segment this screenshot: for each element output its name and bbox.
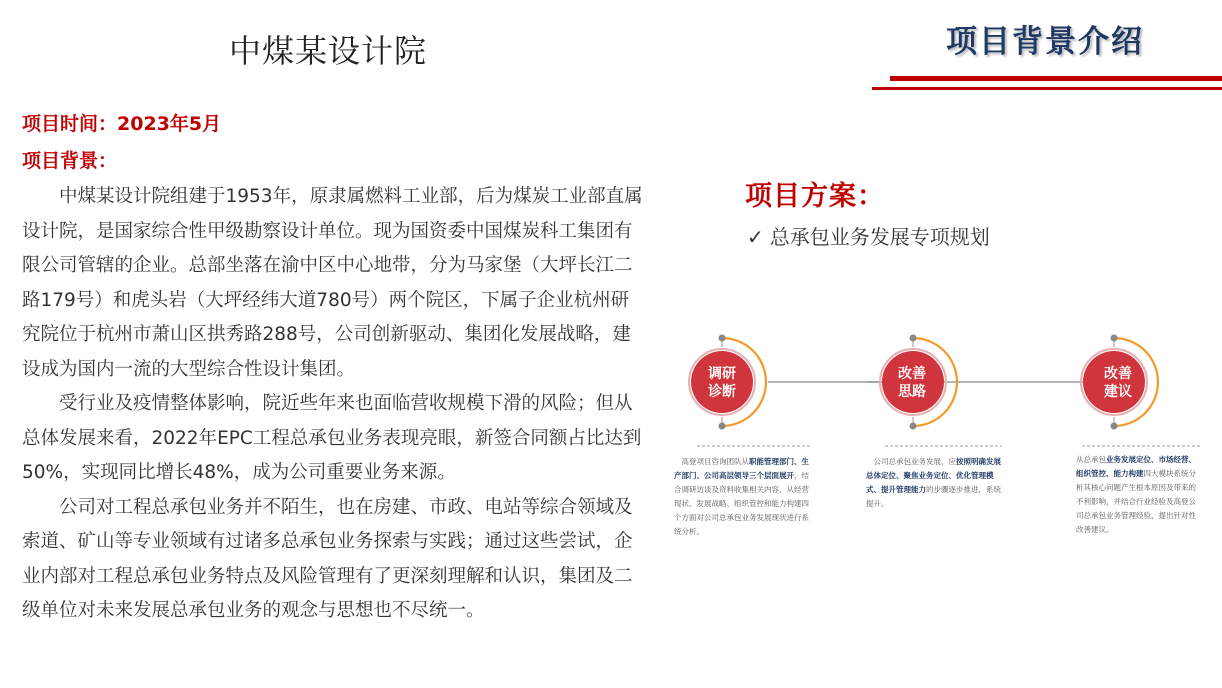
step-circle <box>1083 351 1145 413</box>
step-improvement-idea <box>880 335 1002 447</box>
step-label: 改善 <box>898 366 926 382</box>
desc-text: ，结合调研访谈及资料收集相关内容，从经营现状、发展战略、组织管控和能力构建四个方面对公司总承包业务发展现状进行系统分析。 <box>674 471 809 536</box>
node-dot <box>719 423 726 430</box>
step-description-diagnosis <box>674 455 811 539</box>
step-circle <box>691 351 753 413</box>
plan-title: 项目方案： <box>745 181 885 212</box>
node-dot <box>910 423 917 430</box>
step-circle <box>882 351 944 413</box>
background-paragraph: 中煤某设计院组建于1953年，原隶属燃料工业部，后为煤炭工业部直属设计院，是国家综合性甲级勘察设计单位。现为国资委中国煤炭科工集团有限公司管辖的企业。总部坐落在渝中区中心地带，分为马家堡（大坪长江二路179号）和虎头岩（大坪经纬大道780号）两个院区，下属子企业杭州研究院位于杭州市萧山区拱秀路288号，公司创新驱动、集团化发展战略，建设成为国内一流的大型综合性设计集团。 <box>22 186 643 380</box>
check-icon: ✓ <box>747 225 764 249</box>
desc-text: 的步骤逐步推进，系统提升。 <box>866 485 1001 508</box>
project-time: 项目时间：2023年5月 <box>22 113 222 135</box>
step-description-suggestion <box>1076 453 1202 537</box>
step-label: 调研 <box>708 366 736 382</box>
step-label: 改善 <box>1104 366 1132 382</box>
desc-text: 高登项目咨询团队从 <box>681 457 749 466</box>
desc-text-bold: 业务发展定位、市场经营、组织管控、能力构建 <box>1076 455 1196 478</box>
step-label: 诊断 <box>708 384 736 400</box>
background-paragraph: 受行业及疫情整体影响，院近些年来也面临营收规模下滑的风险；但从总体发展来看，2022年EPC工程总承包业务表现亮眼，新签合同额占比达到50%，实现同比增长48%，成为公司重要业务来源。 <box>22 393 642 483</box>
node-dot <box>910 335 917 342</box>
step-label: 思路 <box>898 384 926 400</box>
desc-text: 四大模块系统分析其核心问题产生根本原因及带来的不利影响，并结合行业经验及高登公司总承包业务管理经验，提出针对性改善建议。 <box>1076 469 1196 534</box>
project-background-label: 项目背景： <box>22 150 118 172</box>
node-dot <box>1111 423 1118 430</box>
node-dot <box>1111 335 1118 342</box>
desc-text-bold: 职能管理部门、生产部门、公司高层领导三个层面展开 <box>674 457 809 480</box>
slide-title: 项目背景介绍 <box>946 24 1144 60</box>
step-diagnosis <box>689 335 812 447</box>
desc-text-bold: 按照明确发展总体定位、聚焦业务定位、优化管理模式、提升管理能力 <box>866 457 1001 494</box>
org-title: 中煤某设计院 <box>229 32 428 70</box>
node-dot <box>719 335 726 342</box>
background-paragraph: 公司对工程总承包业务并不陌生，也在房建、市政、电站等综合领域及索道、矿山等专业领域有过诸多总承包业务探索与实践；通过这些尝试，企业内部对工程总承包业务特点及风险管理有了更深刻理解和认识，集团及二级单位对未来发展总承包业务的观念与思想也不尽统一。 <box>22 496 633 621</box>
step-improvement-suggestion <box>1081 335 1200 447</box>
step-description-idea <box>866 455 1005 511</box>
step-label: 建议 <box>1104 384 1132 400</box>
desc-text: 公司总承包业务发展，应 <box>873 457 956 466</box>
desc-text: 从总承包 <box>1076 455 1106 464</box>
plan-item-label: 总承包业务发展专项规划 <box>769 225 990 249</box>
